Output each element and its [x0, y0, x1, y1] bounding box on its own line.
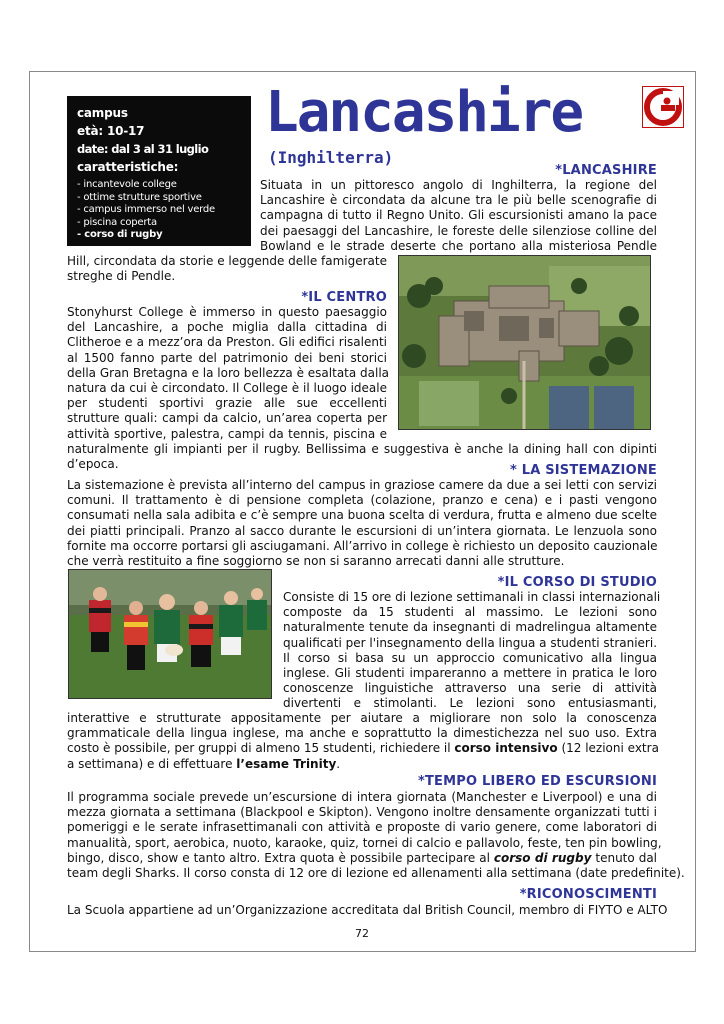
brand-logo [642, 86, 684, 128]
text-line: interattive e strutturate appositamente per aiutare a migliorare non solo la conoscenza [67, 711, 657, 725]
text-line: a settimana) e di effettuare l’esame Trinity. [67, 756, 341, 771]
heading-lancashire: *LANCASHIRE [555, 163, 657, 178]
text-line: Bowland e le strade deserte che portano alla misteriosa Pendle [260, 238, 657, 253]
info-features-list [77, 179, 241, 242]
section-sistemazione-text [67, 478, 657, 569]
text-line: consumati nella sala adibita e c’è sempre una buona scelta di verdura, frutta e almeno due scelte [67, 508, 657, 523]
text-line: naturalmente gli impianti per il rugby. Bellissima e suggestiva è anche la dining hall con dipinti [67, 442, 657, 456]
text-line: conoscenze linguistiche attraverso una serie di attività [283, 681, 657, 696]
text-line: Situata in un pittoresco angolo di Inghilterra, la regione del [260, 178, 657, 192]
rugby-photo [68, 569, 272, 699]
text-line: natura da cui è circondato. Il College è il luogo ideale [67, 381, 387, 396]
page-number: 72 [355, 927, 369, 940]
info-feature: - campus immerso nel verde [77, 204, 216, 215]
text-line: campagna di tutto il Regno Unito. Gli escursionisti amano la pace [260, 208, 657, 223]
text-line: pomeriggi e le serate infrasettimanali con attività e proposte di vario genere, come laboratori di [67, 820, 657, 835]
text-line: inglese. Gli studenti impareranno a mettere in pratica le loro [283, 666, 657, 681]
heading-centro: *IL CENTRO [301, 290, 387, 305]
text-line: della Gran Bretagna e la loro bellezza è esaltata dalla [67, 365, 390, 380]
info-feature: - corso di rugby [77, 229, 163, 240]
section-lancashire-text-cont [67, 254, 387, 284]
info-campus: campus [77, 106, 128, 120]
text-line: Lancashire è circondata da alcune tra le più belle scenografie di [260, 193, 657, 208]
text-line: d’epoca. [67, 457, 119, 472]
text-line: Consiste di 15 ore di lezione settimanali in classi internazionali [283, 590, 661, 604]
text-line: mezza giornata a settimana (Blackpool e Skipton). Vengono inoltre densamente organizzati tutti i [67, 805, 657, 820]
text-line: dei piatti principali. Pranzo al sacco durante le escursioni di un’intera giornata. Le lenzuola sono [67, 523, 657, 538]
section-tempo-text [67, 790, 685, 881]
text-line: grammaticale della lingua inglese, ma anche e soprattutto la dimestichezza nel suo uso. Extra [67, 726, 657, 741]
section-corso-text-cont [67, 711, 657, 772]
heading-riconoscimenti: *RICONOSCIMENTI [519, 887, 657, 902]
heading-sistemazione: * LA SISTEMAZIONE [510, 463, 657, 478]
section-centro-text [67, 305, 390, 442]
text-line: naturalmente tenute da insegnanti di madrelingua altamente [283, 620, 657, 635]
text-line: costo è possibile, per gruppi di almeno 15 studenti, richiedere il corso intensivo (12 lezioni extra [67, 741, 659, 756]
text-line: Il corso si basa su un approccio comunicativo alla lingua [283, 650, 657, 665]
text-line: streghe di Pendle. [67, 269, 176, 284]
corso-intensivo-highlight: corso intensivo [454, 741, 558, 756]
page-subtitle: (Inghilterra) [268, 148, 394, 167]
riconoscimenti-text: La Scuola appartiene ad un’Organizzazione accreditata dal British Council, membro di FIYTO e ALTO [67, 903, 668, 917]
section-lancashire-text [260, 178, 657, 254]
brand-logo-icon [643, 87, 683, 127]
section-corso-text [283, 590, 661, 712]
info-feature: - piscina coperta [77, 216, 157, 228]
info-box [67, 96, 251, 246]
info-feature: - incantevole college [77, 179, 177, 190]
info-feature: - ottime strutture sportive [77, 191, 202, 203]
text-line: La sistemazione è prevista all’interno del campus in graziose camere da due a sei letti con servizi [67, 478, 657, 492]
text-line: che verrà restituito a fine soggiorno se non si saranno arrecati danni alle strutture. [67, 554, 565, 569]
page-title: Lancashire [265, 80, 583, 145]
text-line: dei paesaggi del Lancashire, le foreste delle silenziose colline del [260, 223, 657, 238]
text-line: team degli Sharks. Il corso consta di 12 ore di lezione ed allenamenti alla settimana (date predefinite). [67, 866, 685, 881]
text-line: Il programma sociale prevede un’escursione di intera giornata (Manchester e Liverpool) e una di [67, 790, 657, 804]
text-line: fornite ma occorre portarsi gli asciugamani. All’arrivo in college è richiesto un deposito cauzionale [67, 538, 658, 553]
corso-rugby-highlight: corso di rugby [493, 850, 592, 865]
text-line: del Lancashire, a poche miglia dalla cittadina di [67, 320, 387, 335]
text-line: al 1500 fanno parte del patrimonio dei beni storici [67, 350, 387, 365]
text-line: divertenti e stimolanti. Le lezioni sono entusiasmanti, [283, 696, 657, 711]
info-features-label: caratteristiche: [77, 160, 179, 174]
text-line: attività sportive, palestra, campi da tennis, piscina e [67, 426, 387, 441]
college-aerial-photo [398, 255, 651, 430]
text-line: per studenti sportivi grazie alle sue eccellenti [67, 396, 387, 411]
info-dates: date: dal 3 al 31 luglio [77, 142, 209, 156]
info-age: età: 10-17 [77, 124, 145, 138]
text-line: Stonyhurst College è immerso in questo paesaggio [67, 305, 387, 319]
heading-corso: *IL CORSO DI STUDIO [497, 575, 657, 590]
text-line: Hill, circondata da storie e leggende delle famigerate [67, 254, 387, 268]
text-line: qualificati per l'insegnamento della lingua a studenti stranieri. [283, 635, 658, 650]
heading-tempo-libero: *TEMPO LIBERO ED ESCURSIONI [417, 774, 657, 789]
text-line: composte da 15 studenti al massimo. Le lezioni sono [283, 605, 657, 620]
text-line: manualità, sport, aerobica, nuoto, karaoke, quiz, tornei di calcio e pallavolo, feste, ten pin bowling, [67, 835, 662, 850]
text-line: comuni. Il trattamento è di pensione completa (colazione, pranzo e cena) e i pasti vengono [67, 493, 657, 508]
text-line: Clitheroe e a mezz’ora da Preston. Gli edifici risalenti [67, 335, 387, 350]
esame-trinity-highlight: l’esame Trinity [236, 756, 337, 771]
text-line: bingo, disco, show e tanto altro. Extra quota è possibile partecipare al corso di rugby tenuto dal [67, 850, 658, 865]
text-line: strutture quali: campi da calcio, un’area coperta per [67, 411, 387, 426]
